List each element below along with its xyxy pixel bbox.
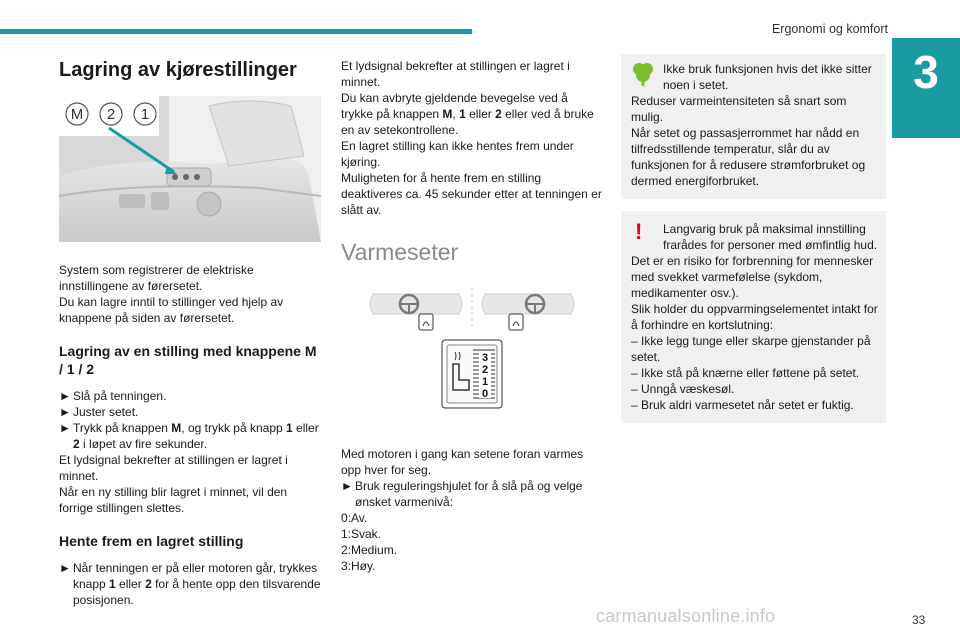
- svg-text:M: M: [70, 106, 84, 123]
- memory-button-1-icon: [134, 103, 156, 125]
- eco-note-line: Ikke bruk funksjonen hvis det ikke sitter noen i setet.: [663, 62, 872, 92]
- dial-level-label: 2: [481, 364, 489, 376]
- svg-text:1: 1: [140, 106, 150, 123]
- section-title: Ergonomi og komfort: [771, 22, 888, 36]
- heated-seats-heading: Varmeseter: [341, 239, 459, 265]
- eco-note: [621, 54, 886, 199]
- paragraph: Med motoren i gang kan setene foran varmes opp hver for seg.: [341, 447, 584, 477]
- warning-line: – Ikke legg tunge eller skarpe gjenstander på setet.: [631, 334, 871, 364]
- middle-column: [341, 58, 603, 574]
- chapter-number: 3: [913, 46, 939, 98]
- warning-line: Det er en risiko for forbrenning for mennesker med svekket varmefølelse (sykdom, medikamenter osv.).: [631, 254, 874, 300]
- eco-note-line: Reduser varmeintensiteten så snart som mulig.: [631, 94, 847, 124]
- subhead-store: Lagring av en stilling med knappene M / 1 / 2: [59, 343, 317, 377]
- warning-line: – Ikke stå på knærne eller føttene på setet.: [631, 366, 860, 380]
- watermark: carmanualsonline.info: [596, 606, 776, 626]
- dial-level-label: 1: [481, 376, 489, 388]
- paragraph: Muligheten for å hente frem en stilling deaktiveres ca. 45 sekunder etter at tenningen er slått av.: [341, 171, 602, 217]
- memory-seat-illustration: [59, 96, 321, 242]
- chapter-tab: [892, 38, 960, 138]
- memory-button-2-icon: [100, 103, 122, 125]
- info-line: Når en ny stilling blir lagret i minnet, vil den forrige stillingen slettes.: [59, 485, 288, 515]
- left-seat-diagram: [370, 294, 462, 330]
- eco-note-line: Når setet og passasjerrommet har nådd en tilfredsstillende temperatur, slår du av funksjonen for å redusere strømforbruket og dermed energiforbruket.: [631, 126, 866, 188]
- intro-line: Du kan lagre inntil to stillinger ved hjelp av knappene på siden av førersetet.: [59, 295, 284, 325]
- page-number: 33: [912, 613, 926, 627]
- step-item: ► Når tenningen er på eller motoren går, trykkes knapp 1 eller 2 for å hente opp den tilsvarende posisjonen.: [59, 561, 321, 607]
- leaf-icon: [631, 61, 655, 87]
- heated-seats-body: [341, 446, 603, 574]
- left-column: [59, 58, 321, 608]
- warning-line: – Unngå væskesøl.: [631, 382, 735, 396]
- recall-steps: [59, 560, 321, 608]
- step-item: ► Juster setet.: [59, 405, 139, 419]
- paragraph: En lagret stilling kan ikke hentes frem under kjøring.: [341, 139, 574, 169]
- header-accent-bar: [0, 29, 472, 34]
- dial-level-label: 0: [481, 388, 489, 400]
- warning-note: [621, 211, 886, 423]
- dial-level-label: 3: [481, 352, 489, 364]
- right-seat-diagram: [482, 294, 574, 330]
- level-item: 0:Av.: [341, 511, 368, 525]
- exclamation-icon: !: [635, 219, 643, 244]
- page-title: Lagring av kjørestillinger: [59, 59, 297, 81]
- subhead-recall: Hente frem en lagret stilling: [59, 533, 244, 549]
- step-item: ► Bruk reguleringshjulet for å slå på og velge ønsket varmenivå:: [341, 479, 583, 509]
- paragraph: Du kan avbryte gjeldende bevegelse ved å trykke på knappen M, 1 eller 2 eller ved å bruke en av setekontrollene.: [341, 91, 594, 137]
- memory-button-m-icon: [66, 103, 88, 125]
- warning-line: – Bruk aldri varmesetet når setet er fuktig.: [631, 398, 854, 412]
- level-item: 2:Medium.: [341, 543, 398, 557]
- level-item: 1:Svak.: [341, 527, 382, 541]
- info-line: Et lydsignal bekrefter at stillingen er lagret i minnet.: [59, 453, 288, 483]
- level-item: 3:Høy.: [341, 559, 376, 573]
- paragraph: Et lydsignal bekrefter at stillingen er lagret i minnet.: [341, 59, 570, 89]
- step-item: ► Trykk på knappen M, og trykk på knapp 1 eller 2 i løpet av fire sekunder.: [59, 421, 319, 451]
- warning-line: Slik holder du oppvarmingselementet intakt for å forhindre en kortslutning:: [631, 302, 878, 332]
- store-steps: [59, 388, 321, 516]
- svg-text:2: 2: [106, 106, 116, 123]
- intro-text: [59, 262, 321, 326]
- intro-line: System som registrerer de elektriske innstillingene av førersetet.: [59, 263, 254, 293]
- heat-dial-diagram: [442, 340, 502, 408]
- right-column: [621, 54, 886, 423]
- heated-seat-illustration: [341, 280, 603, 420]
- step-item: ► Slå på tenningen.: [59, 389, 167, 403]
- warning-line: Langvarig bruk på maksimal innstilling frarådes for personer med ømfintlig hud.: [663, 222, 878, 252]
